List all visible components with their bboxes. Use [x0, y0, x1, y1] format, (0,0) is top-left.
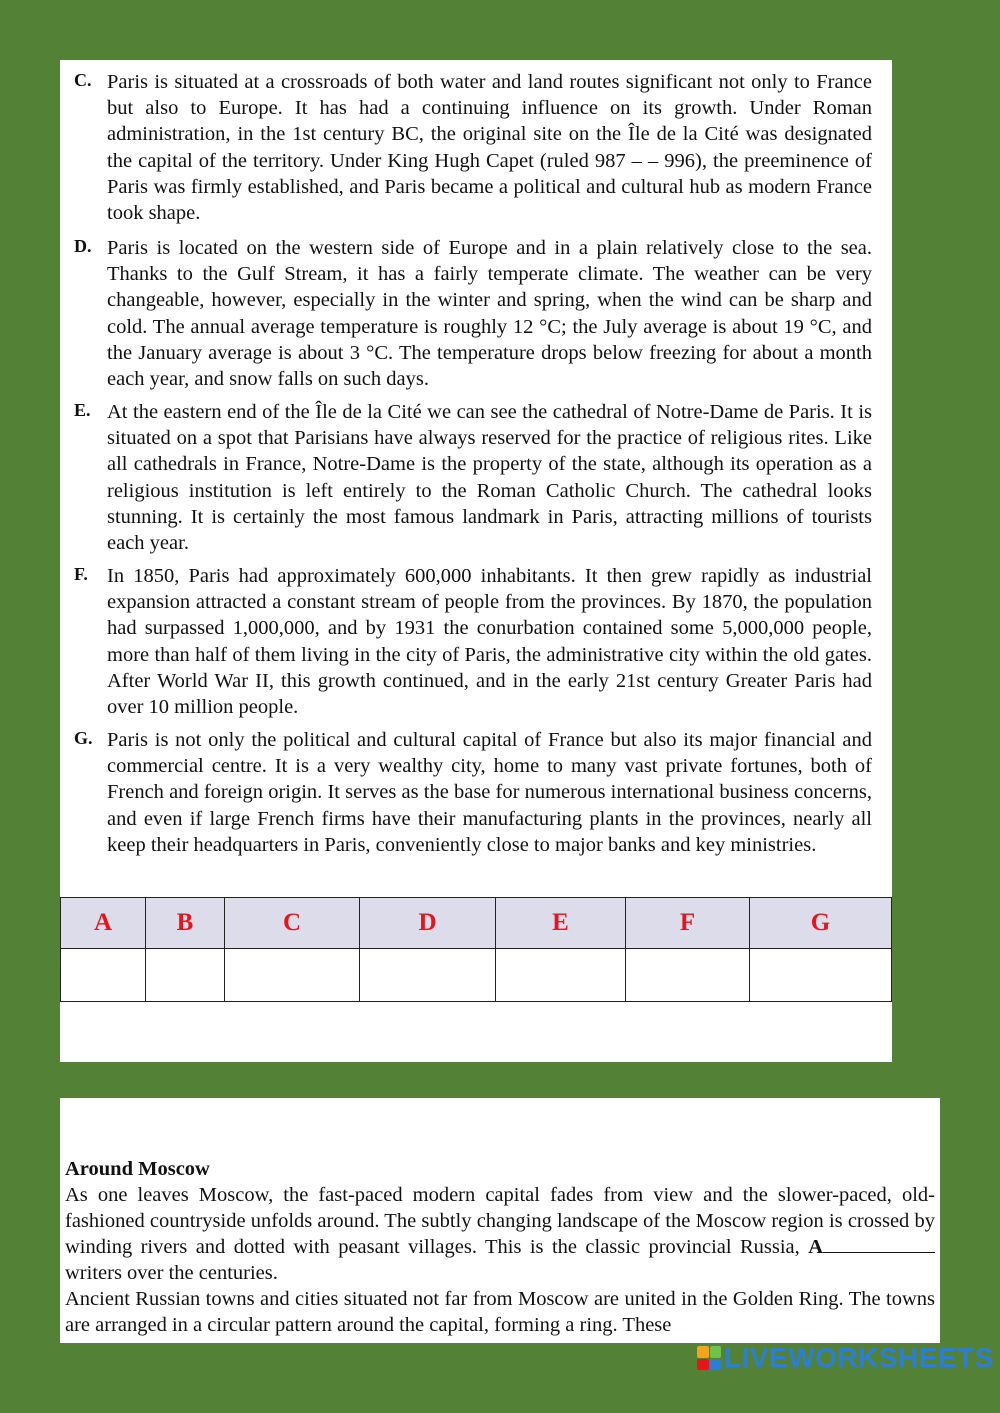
moscow-passage	[65, 1156, 935, 1338]
answer-input-d[interactable]	[360, 949, 495, 1001]
logo-square-3	[697, 1359, 709, 1371]
header-cell-c: C	[225, 898, 360, 949]
answer-input-b[interactable]	[146, 949, 224, 1001]
answer-cell-b[interactable]	[146, 949, 225, 1002]
gap-a-input[interactable]	[823, 1234, 935, 1253]
liveworksheets-brand	[697, 1343, 994, 1373]
paragraph-letter: G.	[74, 728, 93, 748]
paragraph-letter: E.	[74, 400, 91, 420]
answer-cell-a[interactable]	[61, 949, 146, 1002]
answer-cell-d[interactable]	[360, 949, 496, 1002]
paragraph-g	[60, 727, 872, 858]
brand-name: LIVEWORKSHEETS	[724, 1342, 994, 1373]
paragraph-e	[60, 399, 872, 556]
logo-square-1	[697, 1346, 709, 1358]
paragraph-text: In 1850, Paris had approximately 600,000 inhabitants. It then grew rapidly as industrial expansion attracted a constant stream of people from the provinces. By 1870, the population had surpassed 1,000,000, and by 1931 the conurbation contained some 5,000,000 people, more than half of them living in the city of Paris, the administrative city within the old gates. After World War II, this growth continued, and in the early 21st century Greater Paris had over 10 million people.	[107, 565, 872, 719]
moscow-p1-before: As one leaves Moscow, the fast-paced modern capital fades from view and the slower-paced, old-fashioned countryside unfolds around. The subtly changing landscape of the Moscow region is crossed by winding rivers and dotted with peasant villages. This is the classic provincial Russia,	[65, 1184, 935, 1258]
answer-input-a[interactable]	[61, 949, 145, 1001]
logo-square-2	[710, 1346, 722, 1358]
answer-input-f[interactable]	[626, 949, 749, 1001]
answer-cell-c[interactable]	[225, 949, 360, 1002]
paragraph-d	[60, 235, 872, 392]
moscow-paragraph-1	[65, 1182, 935, 1286]
paragraph-letter: D.	[74, 236, 92, 256]
answer-input-g[interactable]	[750, 949, 891, 1001]
answer-cell-g[interactable]	[750, 949, 892, 1002]
paragraph-text: Paris is located on the western side of Europe and in a plain relatively close to the sea. Thanks to the Gulf Stream, it has a fairly temperate climate. The weather can be very changeable, however, especially in the winter and spring, when the wind can be sharp and cold. The annual average temperature is roughly 12 °C; the July average is about 19 °C, and the January average is about 3 °C. The temperature drops below freezing for about a month each year, and snow falls on such days.	[107, 237, 872, 391]
answer-table-input-row	[61, 949, 892, 1002]
passage-panel	[60, 60, 892, 1062]
header-cell-a: A	[61, 898, 146, 949]
gap-label: A	[808, 1236, 824, 1258]
header-cell-b: B	[146, 898, 225, 949]
header-cell-d: D	[360, 898, 496, 949]
paragraph-text: Paris is situated at a crossroads of both water and land routes significant not only to France but also to Europe. It has had a continuing influence on its growth. Under Roman administration, in the 1st century BC, the original site on the Île de la Cité was designated the capital of the territory. Under King Hugh Capet (ruled 987 – – 996), the preeminence of Paris was firmly established, and Paris became a political and cultural hub as modern France took shape.	[107, 71, 872, 225]
moscow-title: Around Moscow	[65, 1158, 210, 1180]
logo-square-4	[710, 1359, 722, 1371]
paragraph-letter: C.	[74, 70, 92, 90]
header-cell-g: G	[750, 898, 892, 949]
paragraph-c	[60, 69, 872, 226]
answer-table	[60, 897, 892, 1002]
answer-input-e[interactable]	[496, 949, 625, 1001]
moscow-paragraph-2: Ancient Russian towns and cities situated not far from Moscow are united in the Golden Ring. The towns are arranged in a circular pattern around the capital, forming a ring. These	[65, 1288, 935, 1336]
answer-table-header-row	[61, 898, 892, 949]
liveworksheets-logo-icon	[697, 1346, 721, 1370]
answer-cell-f[interactable]	[626, 949, 750, 1002]
paragraph-f	[60, 563, 872, 720]
header-cell-f: F	[626, 898, 750, 949]
paragraph-text: Paris is not only the political and cultural capital of France but also its major financial and commercial centre. It is a very wealthy city, home to many vast private fortunes, both of French and foreign origin. It serves as the base for numerous international business concerns, and even if large French firms have their manufacturing plants in the provinces, nearly all keep their headquarters in Paris, conveniently close to major banks and key ministries.	[107, 729, 872, 856]
paragraph-text: At the eastern end of the Île de la Cité we can see the cathedral of Notre-Dame de Paris. It is situated on a spot that Parisians have always reserved for the practice of religious rites. Like all cathedrals in France, Notre-Dame is the property of the state, although its operation as a religious institution is left entirely to the Roman Catholic Church. The cathedral looks stunning. It is certainly the most famous landmark in Paris, attracting millions of tourists each year.	[107, 401, 872, 555]
paragraph-letter: F.	[74, 564, 88, 584]
moscow-p1-after: writers over the centuries.	[65, 1262, 278, 1284]
header-cell-e: E	[496, 898, 626, 949]
answer-input-c[interactable]	[225, 949, 359, 1001]
answer-cell-e[interactable]	[496, 949, 626, 1002]
moscow-panel	[60, 1098, 940, 1343]
